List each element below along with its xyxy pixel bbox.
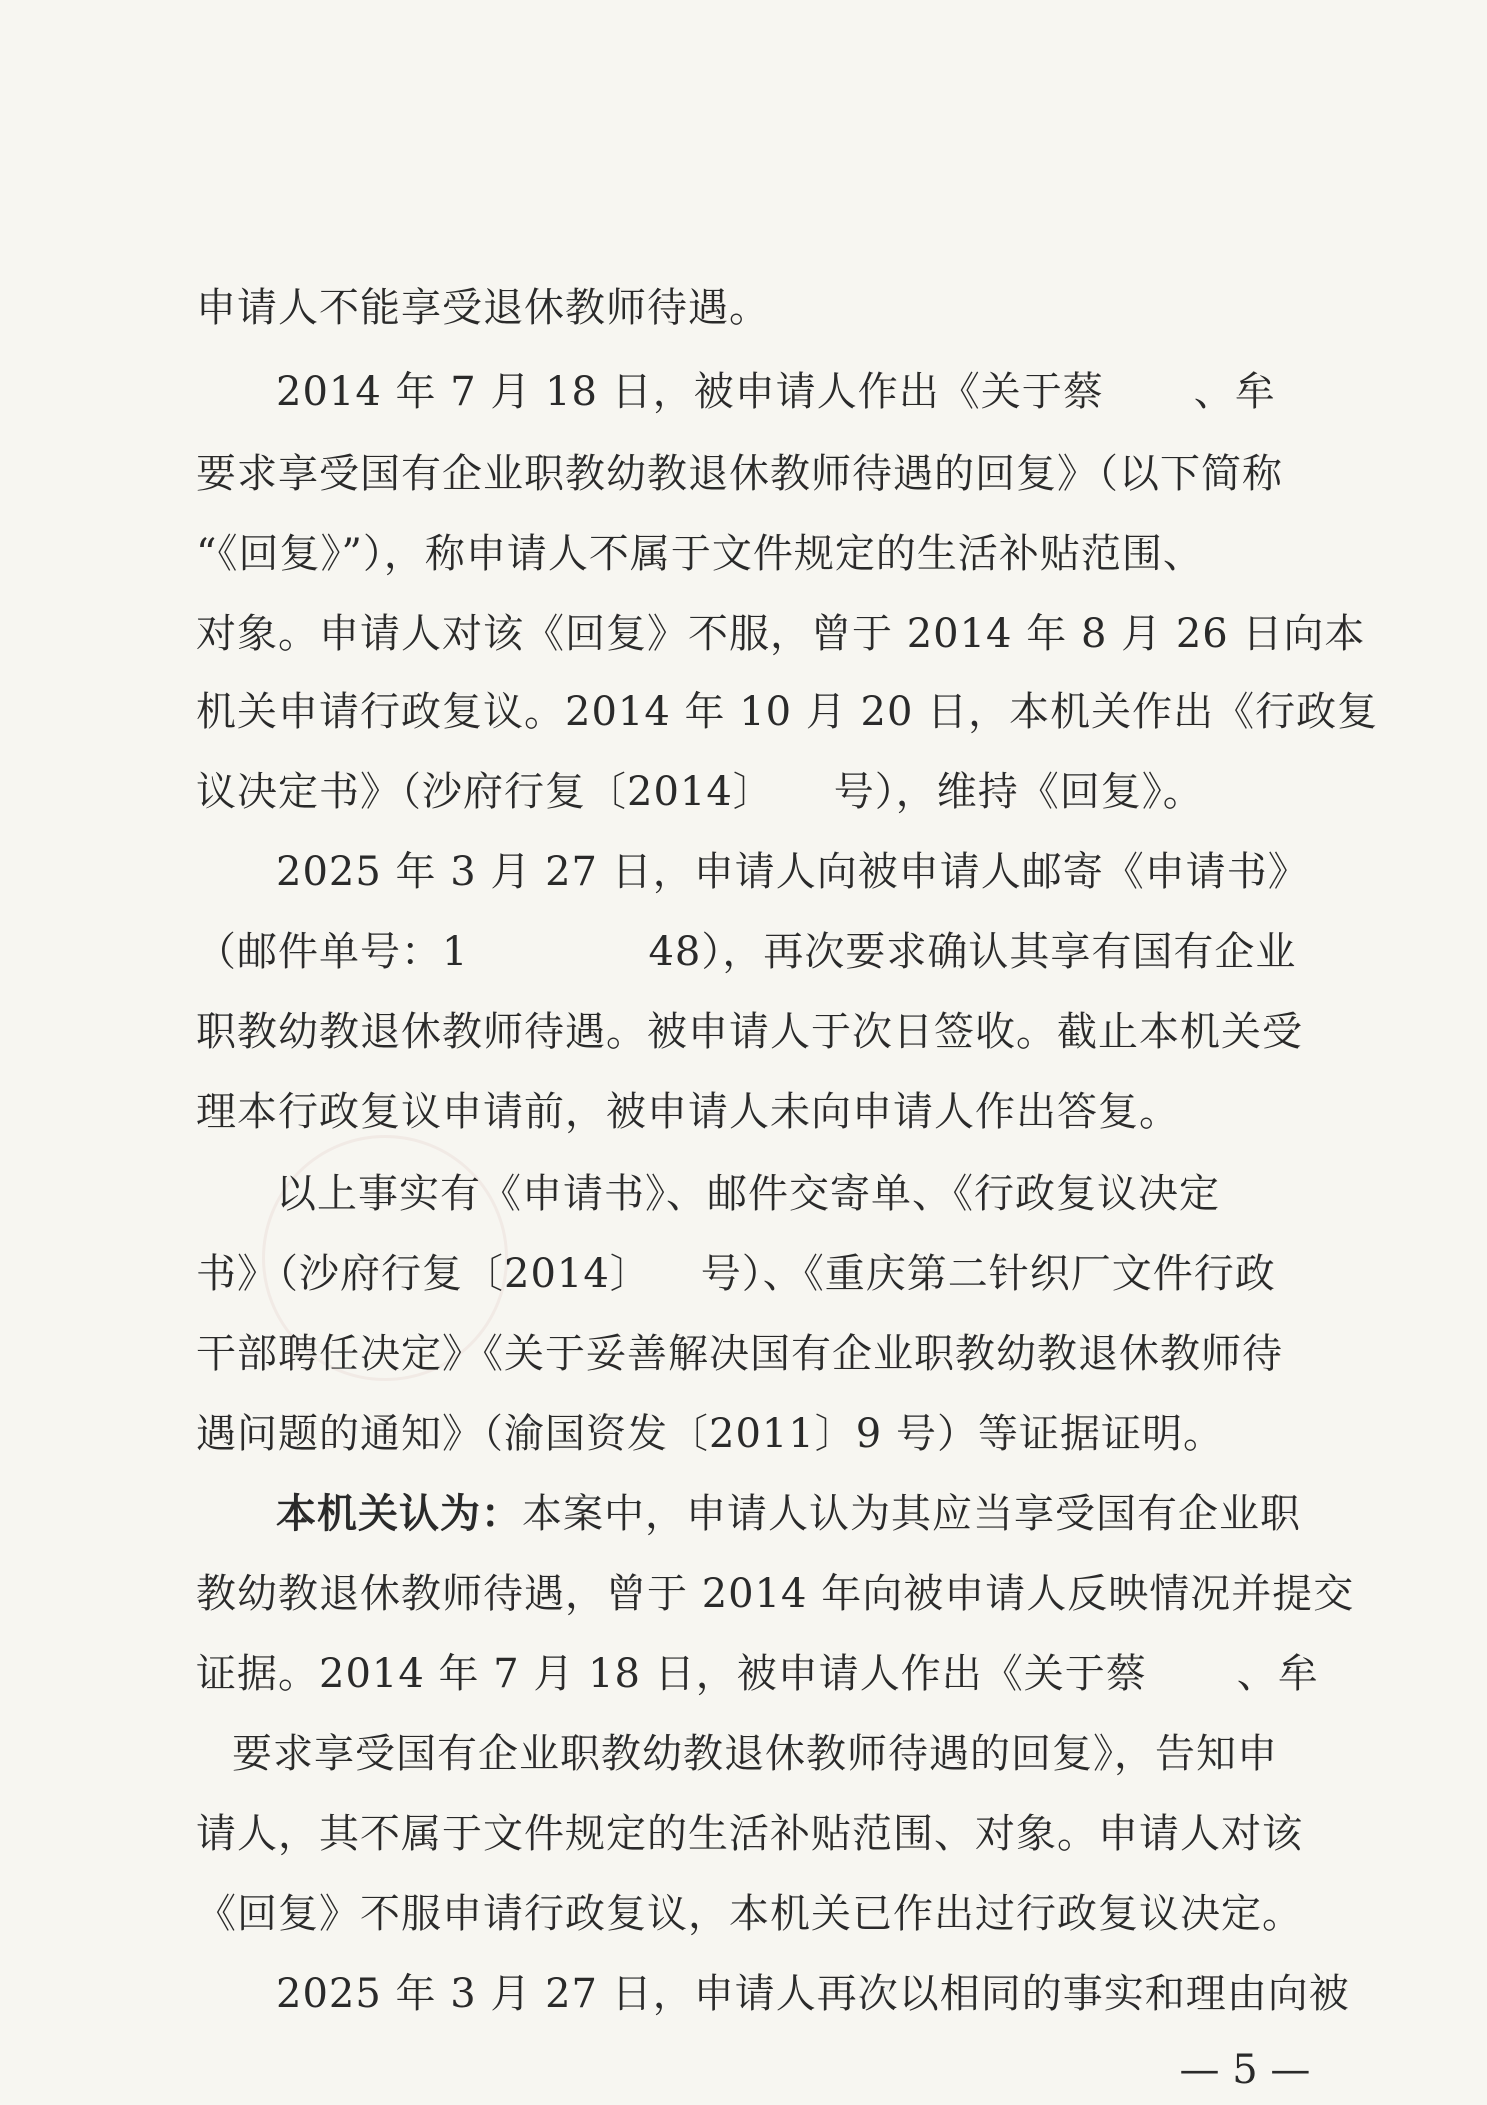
text-segment: 、牟 <box>1193 369 1276 415</box>
text-segment: 理本行政复议申请前，被申请人未向申请人作出答复。 <box>196 1089 1180 1135</box>
text-line <box>196 676 1379 748</box>
text-segment: （邮件单号：1 <box>196 929 469 975</box>
text-line <box>196 1878 1303 1950</box>
text-line <box>196 1398 1296 1470</box>
text-segment: 号），维持《回复》。 <box>833 769 1204 815</box>
text-segment: 2025 年 3 月 27 日，申请人向被申请人邮寄《申请书》 <box>276 849 1309 895</box>
text-line <box>276 1158 1376 1230</box>
text-segment: 以上事实有《申请书》、邮件交寄单、《行政复议决定 <box>276 1171 1220 1217</box>
text-segment: 2014 年 7 月 18 日，被申请人作出《关于蔡 <box>276 369 1104 415</box>
text-segment: 号）、《重庆第二针织厂文件行政 <box>700 1251 1276 1297</box>
text-segment: 对象。申请人对该《回复》不服，曾于 2014 年 8 月 26 日向本 <box>196 611 1366 657</box>
text-line <box>196 272 1296 344</box>
text-line <box>276 1958 1376 2030</box>
text-segment: 证据。2014 年 7 月 18 日，被申请人作出《关于蔡 <box>196 1651 1147 1697</box>
text-segment: 干部聘任决定》《关于妥善解决国有企业职教幼教退休教师待 <box>196 1331 1283 1377</box>
text-line <box>196 1638 1319 1710</box>
text-line <box>196 756 1296 828</box>
text-line <box>196 518 1296 590</box>
text-line <box>196 1558 1355 1630</box>
text-segment: 机关申请行政复议。2014 年 10 月 20 日，本机关作出《行政复 <box>196 689 1379 735</box>
text-line <box>196 438 1296 510</box>
text-line <box>196 1318 1296 1390</box>
text-line <box>196 996 1303 1068</box>
text-segment: 书》（沙府行复〔2014〕 <box>196 1251 651 1297</box>
text-segment: 申请人不能享受退休教师待遇。 <box>196 285 770 331</box>
text-segment: 本案中，申请人认为其应当享受国有企业职 <box>522 1491 1301 1537</box>
text-segment: 、牟 <box>1236 1651 1319 1697</box>
text-segment: 请人，其不属于文件规定的生活补贴范围、对象。申请人对该 <box>196 1811 1303 1857</box>
text-segment: “《回复》”），称申请人不属于文件规定的生活补贴范围、 <box>196 531 1204 577</box>
text-segment: 遇问题的通知》（渝国资发〔2011〕9 号）等证据证明。 <box>196 1411 1224 1457</box>
text-line <box>196 598 1366 670</box>
text-segment: 48），再次要求确认其享有国有企业 <box>648 929 1297 975</box>
text-segment: 要求享受国有企业职教幼教退休教师待遇的回复》，告知申 <box>232 1731 1278 1777</box>
text-segment: 《回复》不服申请行政复议，本机关已作出过行政复议决定。 <box>196 1891 1303 1937</box>
section-heading: 本机关认为： <box>276 1491 522 1537</box>
text-line <box>232 1718 1332 1790</box>
text-segment: 职教幼教退休教师待遇。被申请人于次日签收。截止本机关受 <box>196 1009 1303 1055</box>
text-segment: 教幼教退休教师待遇，曾于 2014 年向被申请人反映情况并提交 <box>196 1571 1355 1617</box>
page-number: — 5 — <box>1179 2047 1311 2093</box>
text-line <box>196 916 1296 988</box>
text-line <box>276 1478 1376 1550</box>
text-line <box>196 1798 1303 1870</box>
text-line <box>196 1076 1296 1148</box>
text-segment: 2025 年 3 月 27 日，申请人再次以相同的事实和理由向被 <box>276 1971 1350 2017</box>
text-line <box>276 836 1376 908</box>
text-line <box>196 1238 1296 1310</box>
text-line <box>276 356 1376 428</box>
text-segment: 要求享受国有企业职教幼教退休教师待遇的回复》（以下简称 <box>196 451 1283 497</box>
text-segment: 议决定书》（沙府行复〔2014〕 <box>196 769 774 815</box>
